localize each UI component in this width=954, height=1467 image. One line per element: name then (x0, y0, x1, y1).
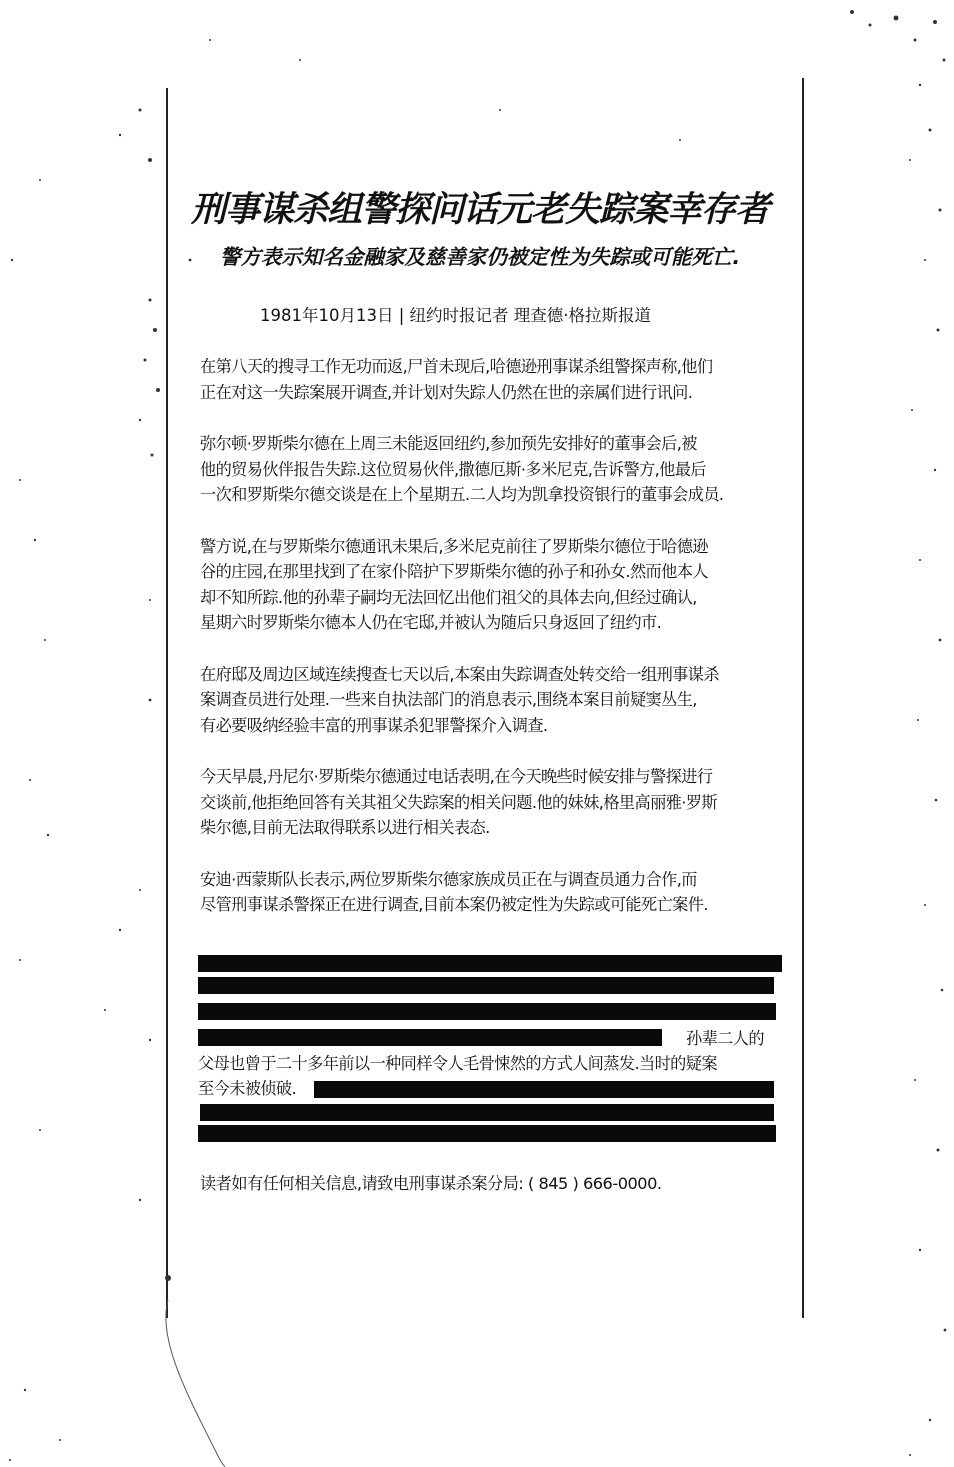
text-line: 在府邸及周边区域连续搜查七天以后,本案由失踪调查处转交给一组刑事谋杀 (200, 664, 719, 684)
text-line: 弥尔顿·罗斯柴尔德在上周三未能返回纽约,参加预先安排好的董事会后,被 (200, 434, 697, 453)
text-line: 有必要吸纳经验丰富的刑事谋杀犯罪警探介入调查. (200, 715, 548, 735)
subheadline: 警方表示知名金融家及慈善家仍被定性为失踪或可能死亡. (219, 245, 741, 269)
page-right-edge (802, 78, 804, 1318)
redaction-bar (198, 1029, 662, 1046)
text-line: 案调查员进行处理.一些来自执法部门的消息表示,围绕本案目前疑窦丛生, (200, 690, 697, 709)
redacted-section (198, 955, 788, 1145)
redaction-bar (314, 1081, 774, 1098)
redaction-bar (198, 955, 782, 972)
contact-line: 读者如有任何相关信息,请致电刑事谋杀案分局: ( 845 ) 666-0000. (200, 1174, 662, 1193)
text-line: 他的贸易伙伴报告失踪.这位贸易伙伴,撒德厄斯·多米尼克,告诉警方,他最后 (200, 459, 706, 479)
paragraph (200, 431, 785, 508)
byline: 1981年10月13日 | 纽约时报记者 理查德·格拉斯报道 (260, 306, 652, 325)
paragraph (200, 764, 785, 841)
redaction-bar (198, 977, 774, 994)
redacted-fragment: 孙辈二人的 (686, 1029, 764, 1048)
text-line: 今天早晨,丹尼尔·罗斯柴尔德通过电话表明,在今天晚些时候安排与警探进行 (200, 767, 713, 786)
text-line: 一次和罗斯柴尔德交谈是在上个星期五.二人均为凯拿投资银行的董事会成员. (200, 485, 724, 504)
text-line: 柴尔德,目前无法取得联系以进行相关表态. (200, 818, 490, 837)
text-line: 却不知所踪.他的孙辈子嗣均无法回忆出他们祖父的具体去向,但经过确认, (200, 587, 697, 607)
paragraph (200, 534, 785, 636)
text-line: 至今未被侦破. (198, 1079, 297, 1098)
text-line: 父母也曾于二十多年前以一种同样令人毛骨悚然的方式人间蒸发.当时的疑案 (198, 1054, 717, 1073)
paragraph (200, 354, 785, 405)
headline: 刑事谋杀组警探问话元老失踪案幸存者 (190, 190, 769, 230)
redaction-bar (198, 1125, 776, 1142)
paragraph (200, 662, 785, 739)
text-line: 星期六时罗斯柴尔德本人仍在宅邸,并被认为随后只身返回了纽约市. (200, 613, 662, 632)
text-line: 警方说,在与罗斯柴尔德通讯未果后,多米尼克前往了罗斯柴尔德位于哈德逊 (200, 536, 708, 556)
article-body (200, 354, 785, 944)
page-left-edge (166, 88, 168, 1318)
text-line: 正在对这一失踪案展开调查,并计划对失踪人仍然在世的亲属们进行讯问. (200, 382, 693, 402)
text-line: 在第八天的搜寻工作无功而返,尸首未现后,哈德逊刑事谋杀组警探声称,他们 (200, 357, 713, 376)
paragraph (200, 867, 785, 918)
text-line: 谷的庄园,在那里找到了在家仆陪护下罗斯柴尔德的孙子和孙女.然而他本人 (200, 562, 708, 581)
redaction-bar (198, 1003, 776, 1020)
redaction-bar (200, 1104, 774, 1121)
text-line: 尽管刑事谋杀警探正在进行调查,目前本案仍被定性为失踪或可能死亡案件. (200, 895, 708, 914)
text-line: 安迪·西蒙斯队长表示,两位罗斯柴尔德家族成员正在与调查员通力合作,而 (200, 869, 697, 889)
text-line: 交谈前,他拒绝回答有关其祖父失踪案的相关问题.他的妹妹,格里高丽雅·罗斯 (200, 792, 717, 812)
